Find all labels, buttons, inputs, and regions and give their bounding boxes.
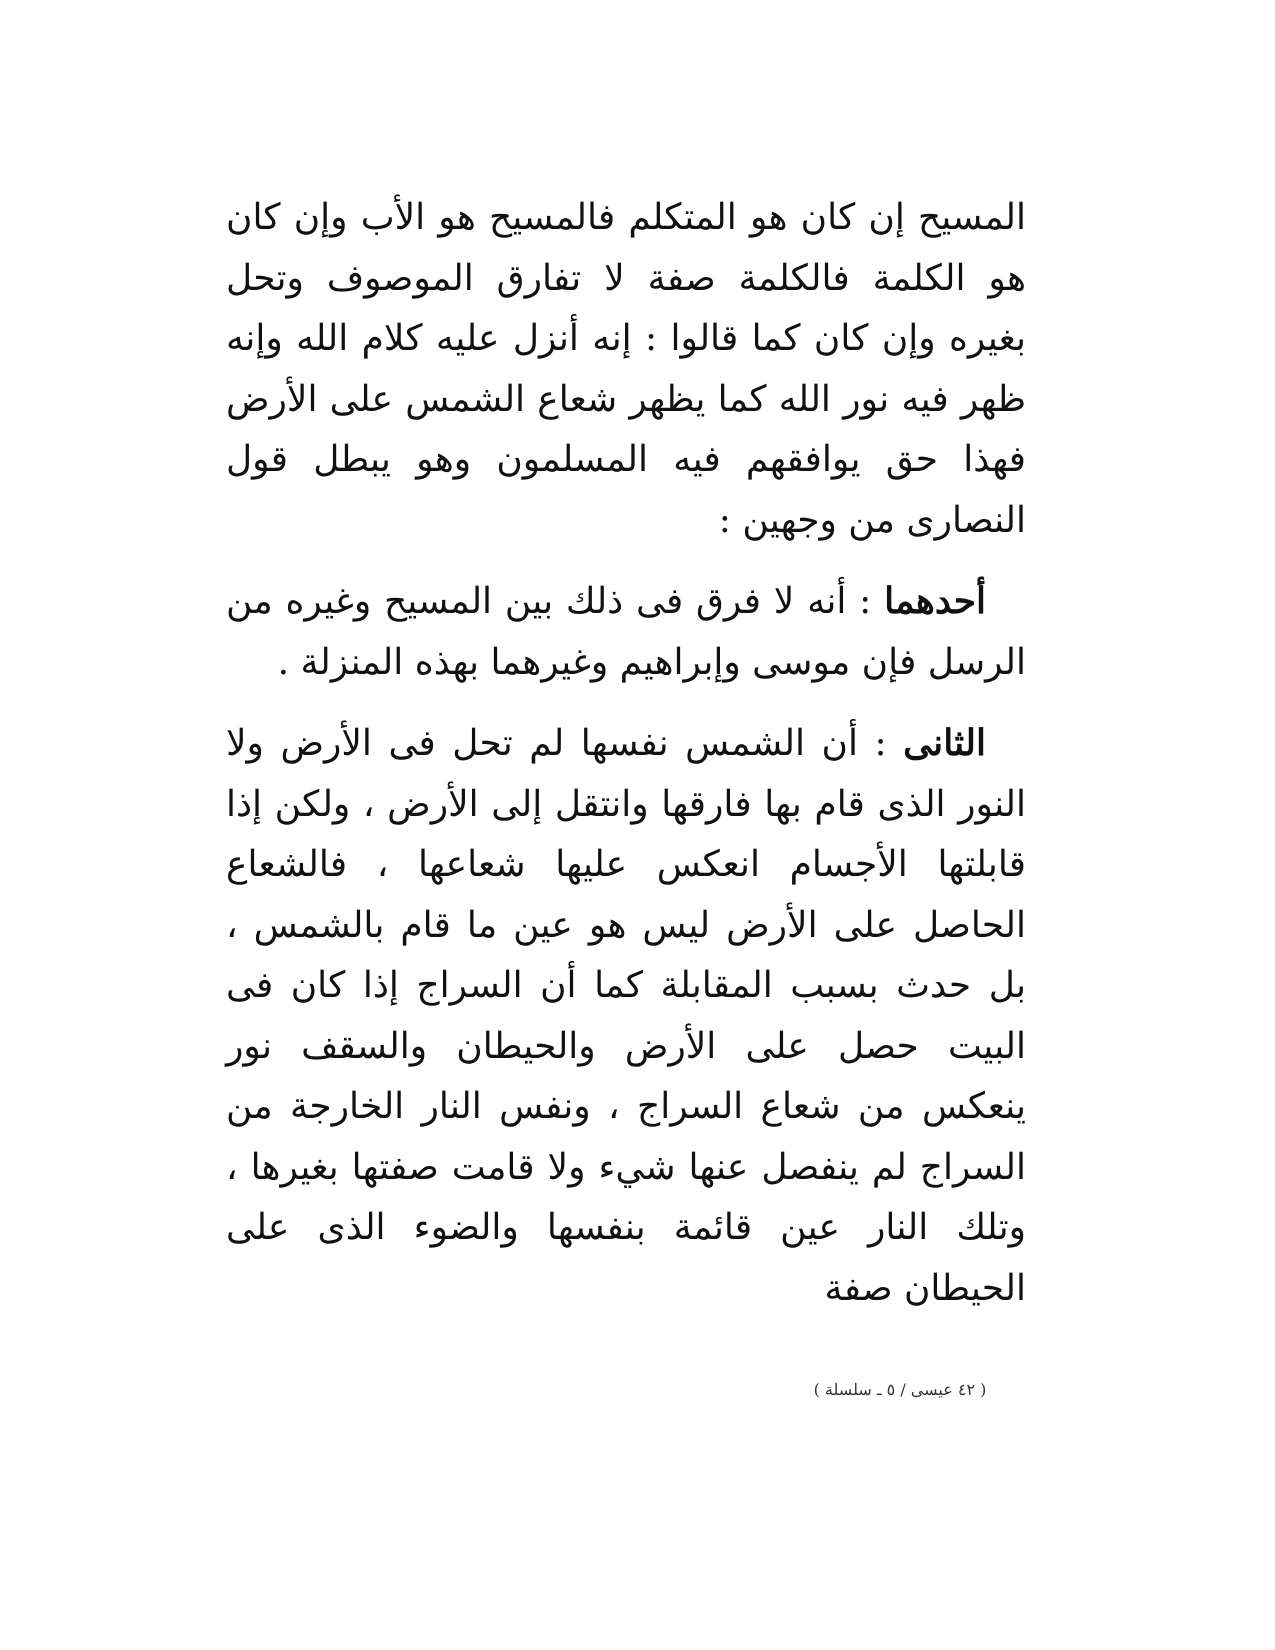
paragraph-2-body: : أنه لا فرق فى ذلك بين المسيح وغيره من الرسل فإن موسى وإبراهيم وغيرهما بهذه المنزلة . — [226, 581, 1026, 683]
paragraph-3-lead: الثانى — [903, 722, 986, 764]
paragraph-2 — [226, 571, 1026, 693]
paragraph-1: المسيح إن كان هو المتكلم فالمسيح هو الأب وإن كان هو الكلمة فالكلمة صفة لا تفارق الموصوف وتحل بغيره وإن كان كما قالوا : إنه أنزل عليه كلام الله وإنه ظهر فيه نور الله كما يظهر شعاع الشمس على الأرض فهذا حق يوافقهم فيه المسلمون وهو يبطل قول النصارى من وجهين : — [226, 197, 1026, 541]
paragraph-2-lead: أحدهما — [884, 580, 986, 622]
body-text — [226, 188, 1026, 1319]
page-footer-reference: ( ٤٢ عيسى / ٥ ـ سلسلة ) — [813, 1380, 987, 1399]
paragraph-3 — [226, 713, 1026, 1319]
paragraph-3-body: : أن الشمس نفسها لم تحل فى الأرض ولا النور الذى قام بها فارقها وانتقل إلى الأرض ، ولكن إذا قابلتها الأجسام انعكس عليها شعاعها ، فالشعاع الحاصل على الأرض ليس هو عين ما قام بالشمس ، بل حدث بسبب المقابلة كما أن السراج إذا كان فى البيت حصل على الأرض والحيطان والسقف نور ينعكس من شعاع السراج ، ونفس النار الخارجة من السراج لم ينفصل عنها شيء ولا قامت صفتها بغيرها ، وتلك النار عين قائمة بنفسها والضوء الذى على الحيطان صفة — [226, 723, 1026, 1309]
